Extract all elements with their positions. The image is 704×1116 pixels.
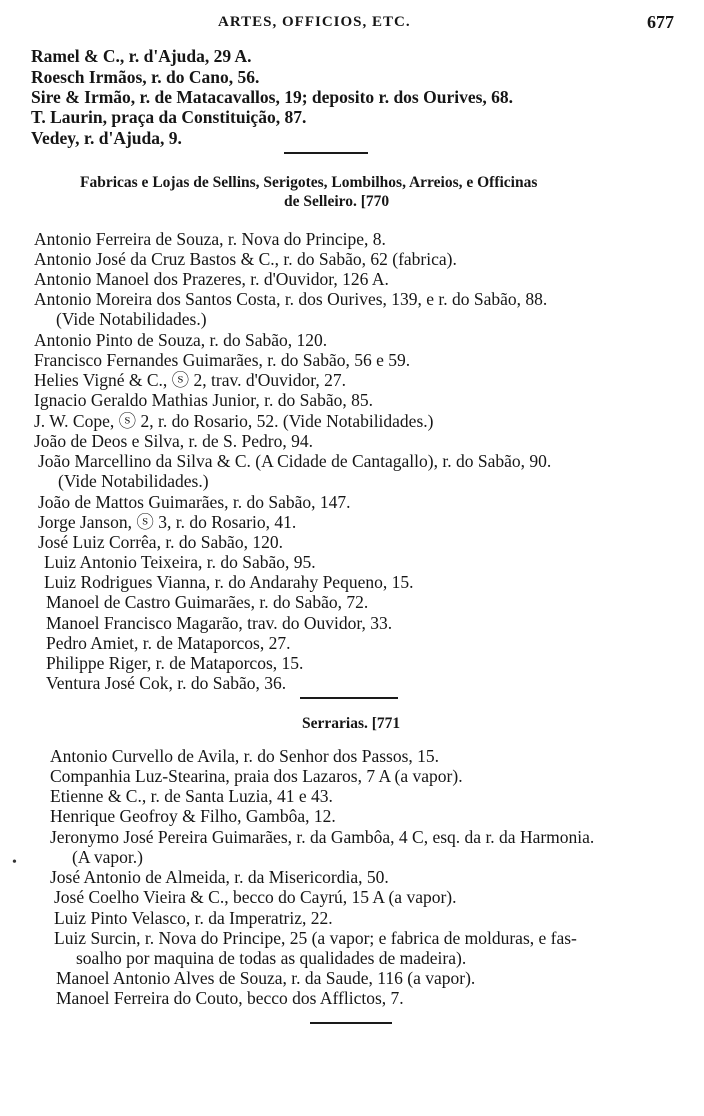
list-item: João Marcellino da Silva & C. (A Cidade de Cantagallo), r. do Sabão, 90.: [38, 451, 552, 471]
list-item: Jeronymo José Pereira Guimarães, r. da Gambôa, 4 C, esq. da r. da Harmonia.: [50, 827, 595, 847]
list-item-continuation: (Vide Notabilidades.): [58, 471, 209, 491]
list-item: Helies Vigné & C., ⓢ 2, trav. d'Ouvidor, 27.: [34, 370, 346, 390]
section-title-continued: de Selleiro. [770: [284, 193, 390, 210]
margin-dot: •: [12, 855, 17, 870]
list-item: Manoel Ferreira do Couto, becco dos Afflictos, 7.: [56, 988, 404, 1008]
list-item: Luiz Pinto Velasco, r. da Imperatriz, 22.: [54, 908, 333, 928]
list-item: Antonio Manoel dos Prazeres, r. d'Ouvidor, 126 A.: [34, 269, 389, 289]
list-item-continuation: (Vide Notabilidades.): [56, 309, 207, 329]
list-item: Manoel Antonio Alves de Souza, r. da Saude, 116 (a vapor).: [56, 968, 476, 988]
list-item: Manoel de Castro Guimarães, r. do Sabão, 72.: [46, 592, 369, 612]
list-item: Manoel Francisco Magarão, trav. do Ouvidor, 33.: [46, 613, 393, 633]
list-item: João de Mattos Guimarães, r. do Sabão, 147.: [38, 492, 351, 512]
list-item: Luiz Antonio Teixeira, r. do Sabão, 95.: [44, 552, 316, 572]
list-item: Jorge Janson, ⓢ 3, r. do Rosario, 41.: [38, 512, 297, 532]
list-item: José Luiz Corrêa, r. do Sabão, 120.: [38, 532, 283, 552]
list-item: Henrique Geofroy & Filho, Gambôa, 12.: [50, 806, 336, 826]
page-number: 677: [647, 12, 674, 32]
list-item: Pedro Amiet, r. de Mataporcos, 27.: [46, 633, 291, 653]
section-divider: [310, 1022, 392, 1024]
list-item: Francisco Fernandes Guimarães, r. do Sabão, 56 e 59.: [34, 350, 411, 370]
list-item: Vedey, r. d'Ajuda, 9.: [31, 128, 182, 148]
list-item: Antonio Ferreira de Souza, r. Nova do Principe, 8.: [34, 229, 386, 249]
list-item: Luiz Surcin, r. Nova do Principe, 25 (a vapor; e fabrica de molduras, e fas-: [54, 928, 577, 948]
list-item: Ventura José Cok, r. do Sabão, 36.: [46, 673, 287, 693]
list-item: Antonio José da Cruz Bastos & C., r. do Sabão, 62 (fabrica).: [34, 249, 457, 269]
list-item: Antonio Pinto de Souza, r. do Sabão, 120.: [34, 330, 328, 350]
list-item: José Antonio de Almeida, r. da Misericordia, 50.: [50, 867, 389, 887]
section-divider: [300, 697, 398, 699]
list-item: T. Laurin, praça da Constituição, 87.: [31, 107, 307, 127]
running-title: ARTES, OFFICIOS, ETC.: [218, 14, 411, 30]
list-item: Sire & Irmão, r. de Matacavallos, 19; deposito r. dos Ourives, 68.: [31, 87, 514, 107]
list-item: Philippe Riger, r. de Mataporcos, 15.: [46, 653, 304, 673]
page-header: [0, 12, 704, 38]
list-item: João de Deos e Silva, r. de S. Pedro, 94.: [34, 431, 313, 451]
section-title: Fabricas e Lojas de Sellins, Serigotes, Lombilhos, Arreios, e Officinas: [80, 174, 538, 191]
list-item: Roesch Irmãos, r. do Cano, 56.: [31, 67, 260, 87]
list-item-continuation: soalho por maquina de todas as qualidades de madeira).: [76, 948, 467, 968]
list-item: Ignacio Geraldo Mathias Junior, r. do Sabão, 85.: [34, 390, 374, 410]
list-item: J. W. Cope, ⓢ 2, r. do Rosario, 52. (Vide Notabilidades.): [34, 411, 434, 431]
list-item: Etienne & C., r. de Santa Luzia, 41 e 43.: [50, 786, 333, 806]
list-item: Companhia Luz-Stearina, praia dos Lazaros, 7 A (a vapor).: [50, 766, 463, 786]
list-item: José Coelho Vieira & C., becco do Cayrú, 15 A (a vapor).: [54, 887, 457, 907]
section-title: Serrarias. [771: [302, 715, 401, 732]
list-item-continuation: (A vapor.): [72, 847, 143, 867]
list-item: Antonio Curvello de Avila, r. do Senhor dos Passos, 15.: [50, 746, 440, 766]
list-item: Antonio Moreira dos Santos Costa, r. dos Ourives, 139, e r. do Sabão, 88.: [34, 289, 548, 309]
section-divider: [284, 152, 368, 154]
list-item: Ramel & C., r. d'Ajuda, 29 A.: [31, 46, 252, 66]
list-item: Luiz Rodrigues Vianna, r. do Andarahy Pequeno, 15.: [44, 572, 414, 592]
